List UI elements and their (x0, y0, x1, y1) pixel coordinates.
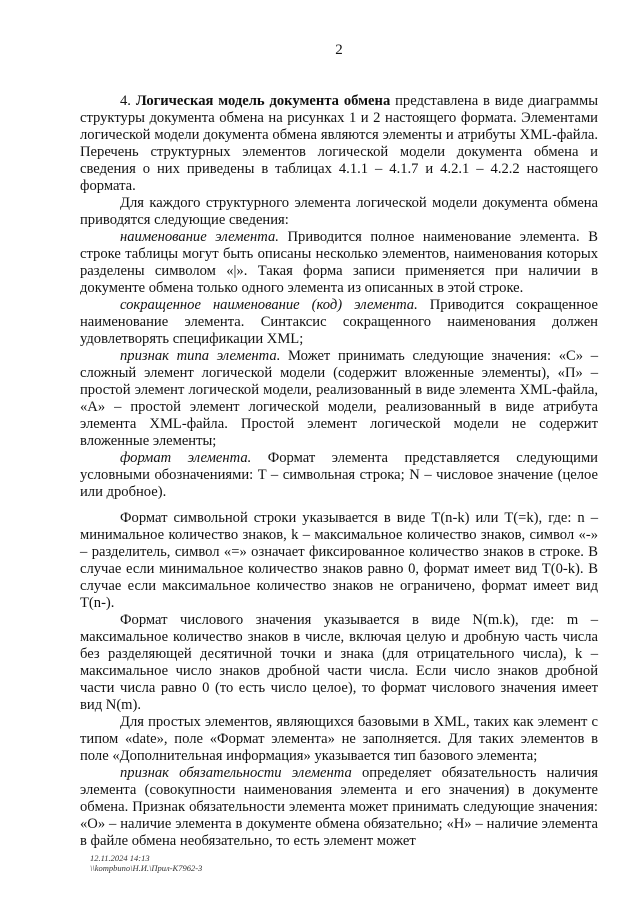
section-number: 4. (120, 93, 136, 109)
document-body (80, 93, 598, 850)
paragraph-text: представлена в виде диаграммы структуры документа обмена на рисунках 1 и 2 настоящего формата. Элементами логической модели документа обмена являются элементы и атрибуты XML-файла. Перечень структурных элементов логической модели документа обмена и сведения о них приведены в таблицах 4.1.1 – 4.1.7 и 4.2.1 – 4.2.2 настоящего формата. (80, 93, 598, 194)
term-element-type: признак типа элемента. (120, 348, 281, 364)
paragraph-element-name (80, 229, 598, 297)
paragraph-text: Приводится сокращенное наименование элемента. Синтаксис сокращенного наименования должен удовлетворять спецификации XML; (80, 297, 598, 347)
paragraph-string-format: Формат символьной строки указывается в виде T(n-k) или T(=k), где: n – минимальное количество знаков, k – максимальное количество знаков, символ «-» – разделитель, символ «=» означает фиксированное количество знаков в строке. В случае если минимальное количество знаков равно 0, формат имеет вид T(0-k). В случае если максимальное количество знаков не ограничено, формат имеет вид T(n-). (80, 510, 598, 611)
paragraph-element-code (80, 297, 598, 348)
term-element-code: сокращенное наименование (код) элемента. (120, 297, 418, 313)
term-required-flag: признак обязательности элемента (120, 765, 352, 781)
paragraph-required-flag (80, 765, 598, 850)
page-number: 2 (335, 42, 343, 58)
term-element-format: формат элемента. (120, 450, 252, 466)
paragraph-base-types: Для простых элементов, являющихся базовыми в XML, таких как элемент с типом «date», поле «Формат элемента» не заполняется. Для таких элементов в поле «Дополнительная информация» указывается тип базового элемента; (80, 714, 598, 764)
paragraph-logical-model (80, 93, 598, 195)
paragraph-element-format (80, 450, 598, 501)
paragraph-element-type (80, 348, 598, 450)
paragraph-number-format: Формат числового значения указывается в виде N(m.k), где: m – максимальное количество знаков в числе, включая целую и дробную часть числа без разделяющей десятичной точки и знака (для отрицательного числа), k – максимальное число знаков дробной части числа. Если число знаков дробной части числа равно 0 (то есть число целое), то формат числового значения имеет вид N(m). (80, 612, 598, 713)
footer-file-path: \\kompbuno\Н.И.\Прил-К7962-3 (90, 863, 203, 873)
term-element-name: наименование элемента. (120, 229, 279, 245)
print-footer (90, 853, 202, 873)
paragraph-text: Может принимать следующие значения: «С» – сложный элемент логической модели (содержит вложенные элементы), «П» – простой элемент логической модели, реализованный в виде элемента XML-файла, «А» – простой элемент логической модели, реализованный в виде атрибута элемента XML-файла. Простой элемент логической модели не содержит вложенные элементы; (80, 348, 598, 449)
paragraph-intro: Для каждого структурного элемента логической модели документа обмена приводятся следующие сведения: (80, 195, 598, 228)
section-heading: Логическая модель документа обмена (135, 93, 391, 109)
paragraph-text: Приводится полное наименование элемента. В строке таблицы могут быть описаны несколько элементов, наименования которых разделены символом «|». Такая форма записи применяется при наличии в документе обмена только одного элемента из описанных в этой строке. (80, 229, 598, 296)
paragraph-text: Формат элемента представляется следующими условными обозначениями: T – символьная строка; N – числовое значение (целое или дробное). (80, 450, 598, 500)
paragraph-text: определяет обязательность наличия элемента (совокупности наименования элемента и его значения) в документе обмена. Признак обязательности элемента может принимать следующие значения: «О» – наличие элемента в документе обмена обязательно; «Н» – наличие элемента в файле обмена необязательно, то есть элемент может (80, 765, 598, 849)
footer-timestamp: 12.11.2024 14:13 (90, 853, 150, 863)
